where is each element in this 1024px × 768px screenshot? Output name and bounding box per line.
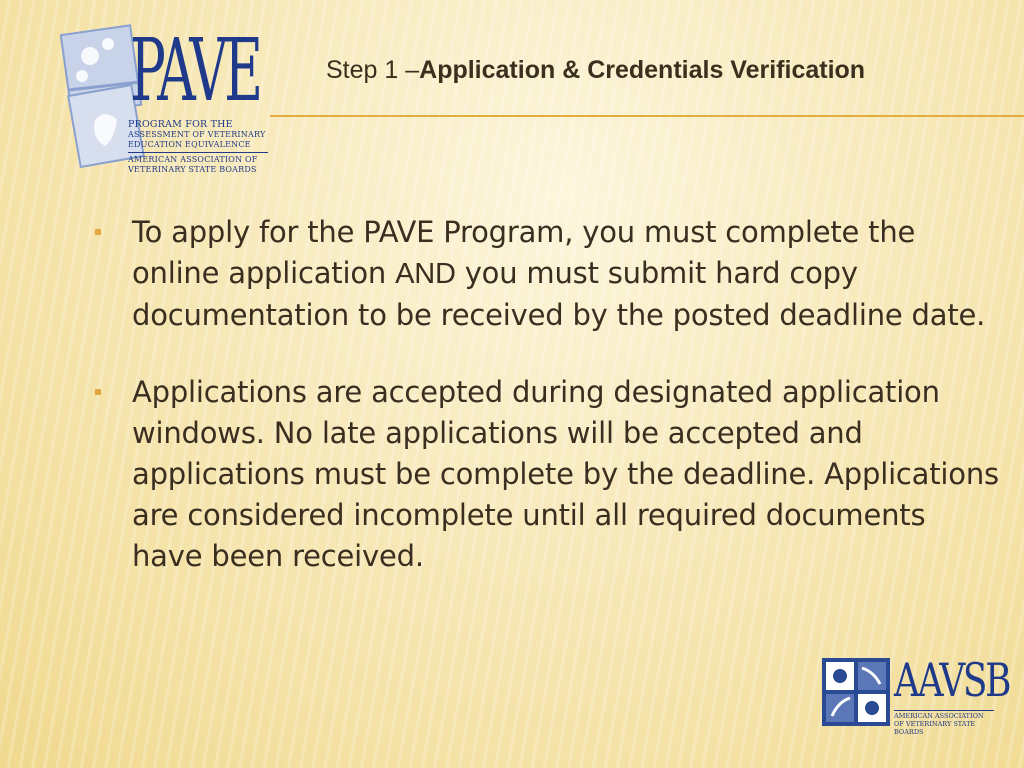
title-divider [270,115,1024,117]
aavsb-tagline: AMERICAN ASSOCIATION OF VETERINARY STATE BOARDS [894,710,994,736]
bullet-marker-icon [95,389,101,395]
bullet-text [132,212,1002,336]
slide-title [326,56,1016,85]
aavsb-wordmark: AAVSB [894,653,1010,707]
slide-title-prefix: Step 1 – [326,56,420,84]
pave-wordmark: PAVE [130,21,260,121]
bullet-marker-icon [95,229,101,235]
bullet-text: Applications are accepted during designated application windows. No late applications will be accepted and applications must be complete by the deadline. Applications are considered incomplete until all required documents have been received. [132,375,999,573]
pave-subtitle [128,120,268,175]
bullet-item [92,212,1002,336]
bullet-emphasis: AND [395,258,456,290]
pave-subtitle-line: AMERICAN ASSOCIATION OF [128,155,258,164]
pave-subtitle-line: VETERINARY STATE BOARDS [128,165,257,174]
bullet-text-part: To apply for the PAVE Program, you must complete the online application [132,215,916,290]
aavsb-logo [822,653,1010,736]
pave-logo [60,20,270,180]
pave-subtitle-line: PROGRAM FOR THE [128,119,233,130]
pave-subtitle-line: ASSESSMENT OF VETERINARY [128,130,266,139]
pave-subtitle-line: EDUCATION EQUIVALENCE [128,140,251,149]
bullet-list [92,212,1002,613]
bullet-item [92,372,1002,577]
pave-subtitle-divider [128,152,268,153]
slide-title-main: Application & Credentials Verification [419,56,866,84]
aavsb-logo-artwork [822,658,890,726]
bullet-text-part: you must submit hard copy documentation to be received by the posted deadline date. [132,256,986,332]
